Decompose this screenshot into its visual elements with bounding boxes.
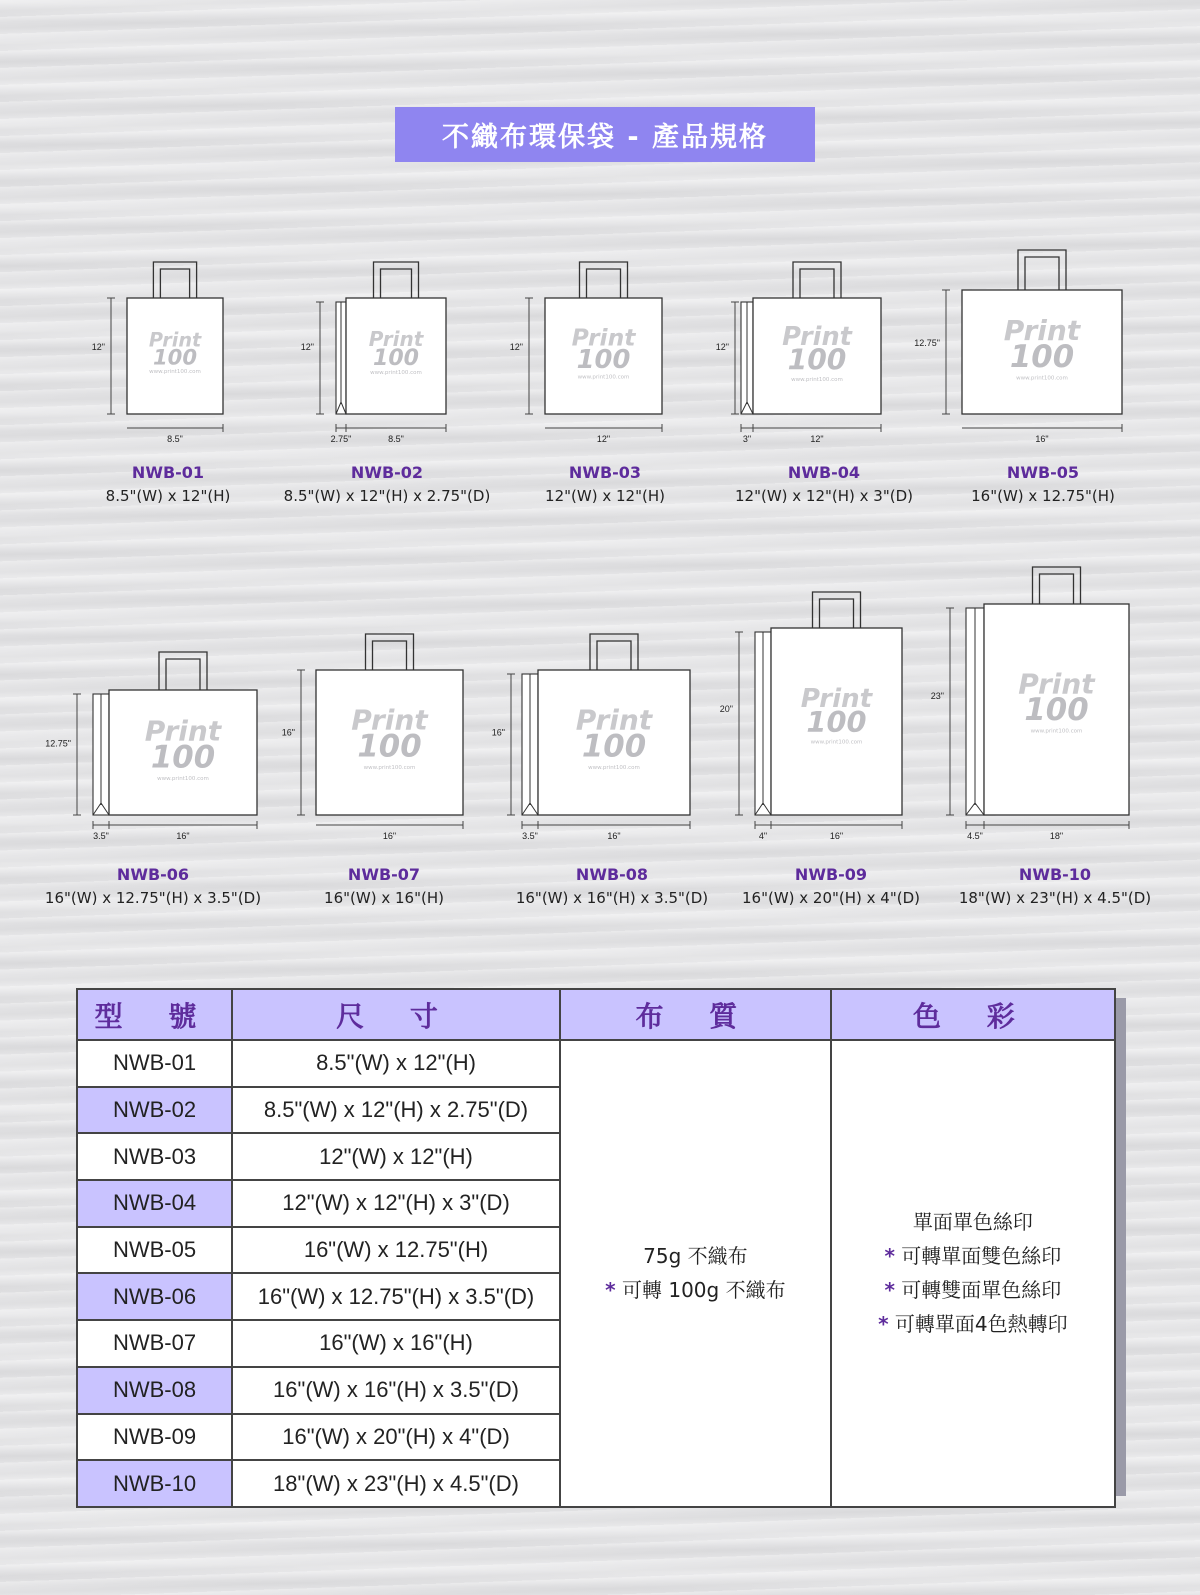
table-row [77,1040,1115,1087]
height-label: 16" [491,727,505,738]
bag-dimensions: 18"(W) x 23"(H) x 4.5"(D) [958,889,1152,907]
bag-dimensions: 16"(W) x 16"(H) [324,889,444,907]
bag-dimensions: 16"(W) x 20"(H) x 4"(D) [741,889,920,907]
watermark-site: www.print100.com [1016,375,1068,382]
color-option [833,1273,1113,1307]
cell-size: 16"(W) x 12.75"(H) x 3.5"(D) [232,1273,560,1320]
bag-handle-inner [820,599,854,628]
bag-code: NWB-06 [116,865,190,884]
watermark-site: www.print100.com [370,370,422,377]
cell-size: 8.5"(W) x 12"(H) x 2.75"(D) [232,1087,560,1134]
cell-model: NWB-07 [77,1320,232,1367]
material-alt-star: * [605,1278,616,1303]
color-option-text: 可轉單面雙色絲印 [894,1244,1062,1269]
bag-dimensions: 12"(W) x 12"(H) [545,487,665,505]
width-label: 12" [596,434,611,444]
depth-label: 3" [742,434,752,444]
watermark-site: www.print100.com [577,374,630,381]
watermark-print: Print [800,683,873,714]
watermark-print: Print [782,322,852,353]
material-alt [562,1273,829,1307]
watermark-print: Print [571,323,636,352]
cell-model: NWB-02 [77,1087,232,1134]
bag-dimensions: 16"(W) x 12.75"(H) [971,487,1115,505]
cell-model: NWB-05 [77,1227,232,1274]
height-label: 16" [281,727,295,738]
color-option-star: * [884,1244,895,1269]
height-label: 23" [930,690,944,701]
bag-code: NWB-07 [347,865,421,884]
table-header-row [77,989,1115,1040]
bag-handle-inner [597,641,631,670]
bag-diagram-nwb-07 [282,634,463,841]
height-label: 12.75" [45,738,71,749]
bag-diagram-nwb-02 [301,262,446,444]
color-option-text: 可轉雙面單色絲印 [894,1278,1062,1303]
watermark-100: 100 [806,704,867,739]
watermark-site: www.print100.com [157,775,209,782]
bag-diagram-nwb-04 [716,262,881,444]
watermark-print: Print [368,327,424,352]
width-label: 16" [829,831,844,841]
bag-code: NWB-05 [1006,463,1080,482]
depth-label: 4" [758,831,768,841]
color-option-star: * [878,1312,889,1337]
bag-handle-inner [381,269,412,298]
header-material: 布 質 [560,989,831,1040]
bag-diagram-nwb-09 [720,592,902,841]
bag-code: NWB-01 [131,463,205,482]
cell-size: 12"(W) x 12"(H) x 3"(D) [232,1180,560,1227]
height-label: 12" [300,342,314,353]
height-label: 12" [91,342,105,353]
bag-diagram-nwb-05 [914,250,1122,444]
watermark-print: Print [1003,314,1081,348]
cell-size: 18"(W) x 23"(H) x 4.5"(D) [232,1460,560,1507]
height-label: 12" [509,342,523,353]
watermark-site: www.print100.com [588,764,640,771]
cell-size: 12"(W) x 12"(H) [232,1133,560,1180]
depth-label: 2.75" [330,434,352,444]
cell-size: 16"(W) x 16"(H) [232,1320,560,1367]
bag-handle-inner [800,269,834,298]
watermark-100: 100 [357,728,422,765]
depth-label: 4.5" [967,831,983,841]
width-label: 16" [1035,434,1049,444]
width-label: 16" [607,831,621,841]
cell-model: NWB-10 [77,1460,232,1507]
cell-color [831,1040,1115,1507]
cell-size: 16"(W) x 16"(H) x 3.5"(D) [232,1367,560,1414]
bag-code: NWB-03 [568,463,642,482]
cell-model: NWB-01 [77,1040,232,1087]
bag-handle-inner [160,269,189,298]
bag-diagram-nwb-01 [92,262,223,444]
cell-model: NWB-08 [77,1367,232,1414]
material-main: 75g 不織布 [643,1244,748,1269]
color-option [833,1307,1113,1341]
cell-model: NWB-03 [77,1133,232,1180]
page-title: 不織布環保袋 - 產品規格 [395,107,815,162]
bag-code: NWB-10 [1018,865,1092,884]
depth-label: 3.5" [522,831,538,841]
watermark-100: 100 [152,344,198,370]
bag-handle-inner [1040,574,1074,604]
color-option [833,1239,1113,1273]
watermark-100: 100 [1009,338,1075,375]
watermark-print: Print [575,703,653,737]
bag-diagram-nwb-06 [45,652,257,841]
watermark-site: www.print100.com [791,376,843,383]
bag-handle-inner [166,659,200,690]
width-label: 16" [382,831,397,841]
bag-code: NWB-09 [794,865,868,884]
watermark-site: www.print100.com [363,764,416,771]
watermark-100: 100 [373,346,419,372]
spec-table [76,988,1116,1508]
color-option-text: 可轉單面4色熱轉印 [888,1312,1068,1337]
cell-model: NWB-06 [77,1273,232,1320]
bag-diagram-nwb-08 [492,634,690,841]
depth-label: 3.5" [93,831,109,841]
bag-diagram-nwb-03 [510,262,662,444]
bag-code: NWB-04 [787,463,861,482]
cell-size: 16"(W) x 12.75"(H) [232,1227,560,1274]
table-body [77,1040,1115,1507]
cell-size: 8.5"(W) x 12"(H) [232,1040,560,1087]
bag-handle-inner [1025,257,1059,290]
watermark-100: 100 [150,739,216,776]
bag-dimensions: 16"(W) x 12.75"(H) x 3.5"(D) [44,889,262,907]
height-label: 12.75" [914,337,940,348]
width-label: 16" [176,831,190,841]
color-option-star: * [884,1278,895,1303]
cell-size: 16"(W) x 20"(H) x 4"(D) [232,1414,560,1461]
header-model: 型 號 [77,989,232,1040]
bag-code: NWB-02 [350,463,424,482]
header-color: 色 彩 [831,989,1115,1040]
bag-diagram-nwb-10 [931,567,1129,841]
watermark-100: 100 [576,344,631,375]
spec-table-container [76,988,1116,1496]
bag-dimensions: 12"(W) x 12"(H) x 3"(D) [734,487,913,505]
width-label: 8.5" [388,434,404,444]
width-label: 8.5" [167,434,183,444]
material-alt-text: 可轉 100g 不織布 [615,1278,786,1303]
watermark-100: 100 [581,728,647,765]
watermark-site: www.print100.com [810,739,863,746]
bag-code: NWB-08 [575,865,649,884]
bag-dimensions: 8.5"(W) x 12"(H) x 2.75"(D) [283,487,491,505]
watermark-print: Print [148,328,202,352]
watermark-site: www.print100.com [1030,728,1083,735]
width-label: 12" [810,434,824,444]
bag-dimensions: 16"(W) x 16"(H) x 3.5"(D) [515,889,709,907]
cell-material [560,1040,831,1507]
watermark-print: Print [351,703,428,737]
height-label: 20" [719,704,733,715]
watermark-print: Print [1018,667,1095,701]
watermark-print: Print [144,714,222,748]
bag-dimensions: 8.5"(W) x 12"(H) [105,487,231,505]
watermark-100: 100 [1024,691,1089,728]
bag-handle-inner [373,641,407,670]
height-label: 12" [715,342,729,353]
header-size: 尺 寸 [232,989,560,1040]
watermark-100: 100 [787,343,847,377]
cell-model: NWB-09 [77,1414,232,1461]
color-main: 單面單色絲印 [912,1210,1033,1235]
watermark-site: www.print100.com [149,369,201,376]
bag-handle-inner [587,269,621,298]
cell-model: NWB-04 [77,1180,232,1227]
width-label: 18" [1049,831,1064,841]
